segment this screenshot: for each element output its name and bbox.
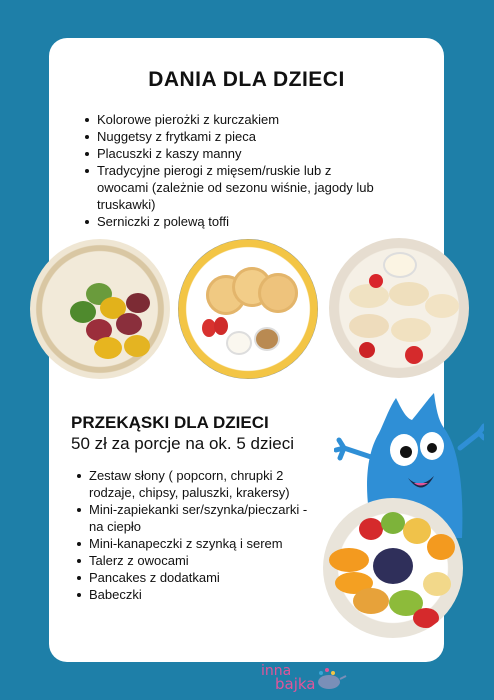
logo: [257, 663, 352, 695]
list-item: Serniczki z polewą toffi: [83, 213, 443, 230]
section-title-dishes: DANIA DLA DZIECI: [148, 68, 345, 91]
list-item: Zestaw słony ( popcorn, chrupki 2 rodzaje, chipsy, paluszki, krakersy): [75, 467, 315, 501]
list-item: Kolorowe pierożki z kurczakiem: [83, 111, 443, 128]
pierogi-photo: [329, 238, 469, 378]
snacks-price: 50 zł za porcje na ok. 5 dzieci: [71, 434, 295, 453]
section-title-snacks: PRZEKĄSKI DLA DZIECI: [71, 413, 269, 432]
logo-line1: inna: [261, 663, 292, 679]
snacks-list: [75, 467, 315, 603]
teapot-icon: [313, 667, 347, 691]
list-item: Mini-kanapeczki z szynką i serem: [75, 535, 315, 552]
list-item: Pancakes z dodatkami: [75, 569, 315, 586]
logo-line2: bajka: [275, 675, 316, 693]
list-item: Nuggetsy z frytkami z pieca: [83, 128, 443, 145]
list-item: Mini-zapiekanki ser/szynka/pieczarki - na ciepło: [75, 501, 315, 535]
list-item: Babeczki: [75, 586, 315, 603]
pancakes-photo: [178, 239, 318, 379]
list-item: Placuszki z kaszy manny: [83, 145, 443, 162]
dumplings-photo: [30, 239, 170, 379]
dishes-list: [83, 111, 443, 230]
fruit-platter-photo: [323, 498, 463, 638]
list-item: Tradycyjne pierogi z mięsem/ruskie lub z owocami (zależnie od sezonu wiśnie, jagody lub truskawki): [83, 162, 383, 213]
list-item: Talerz z owocami: [75, 552, 315, 569]
